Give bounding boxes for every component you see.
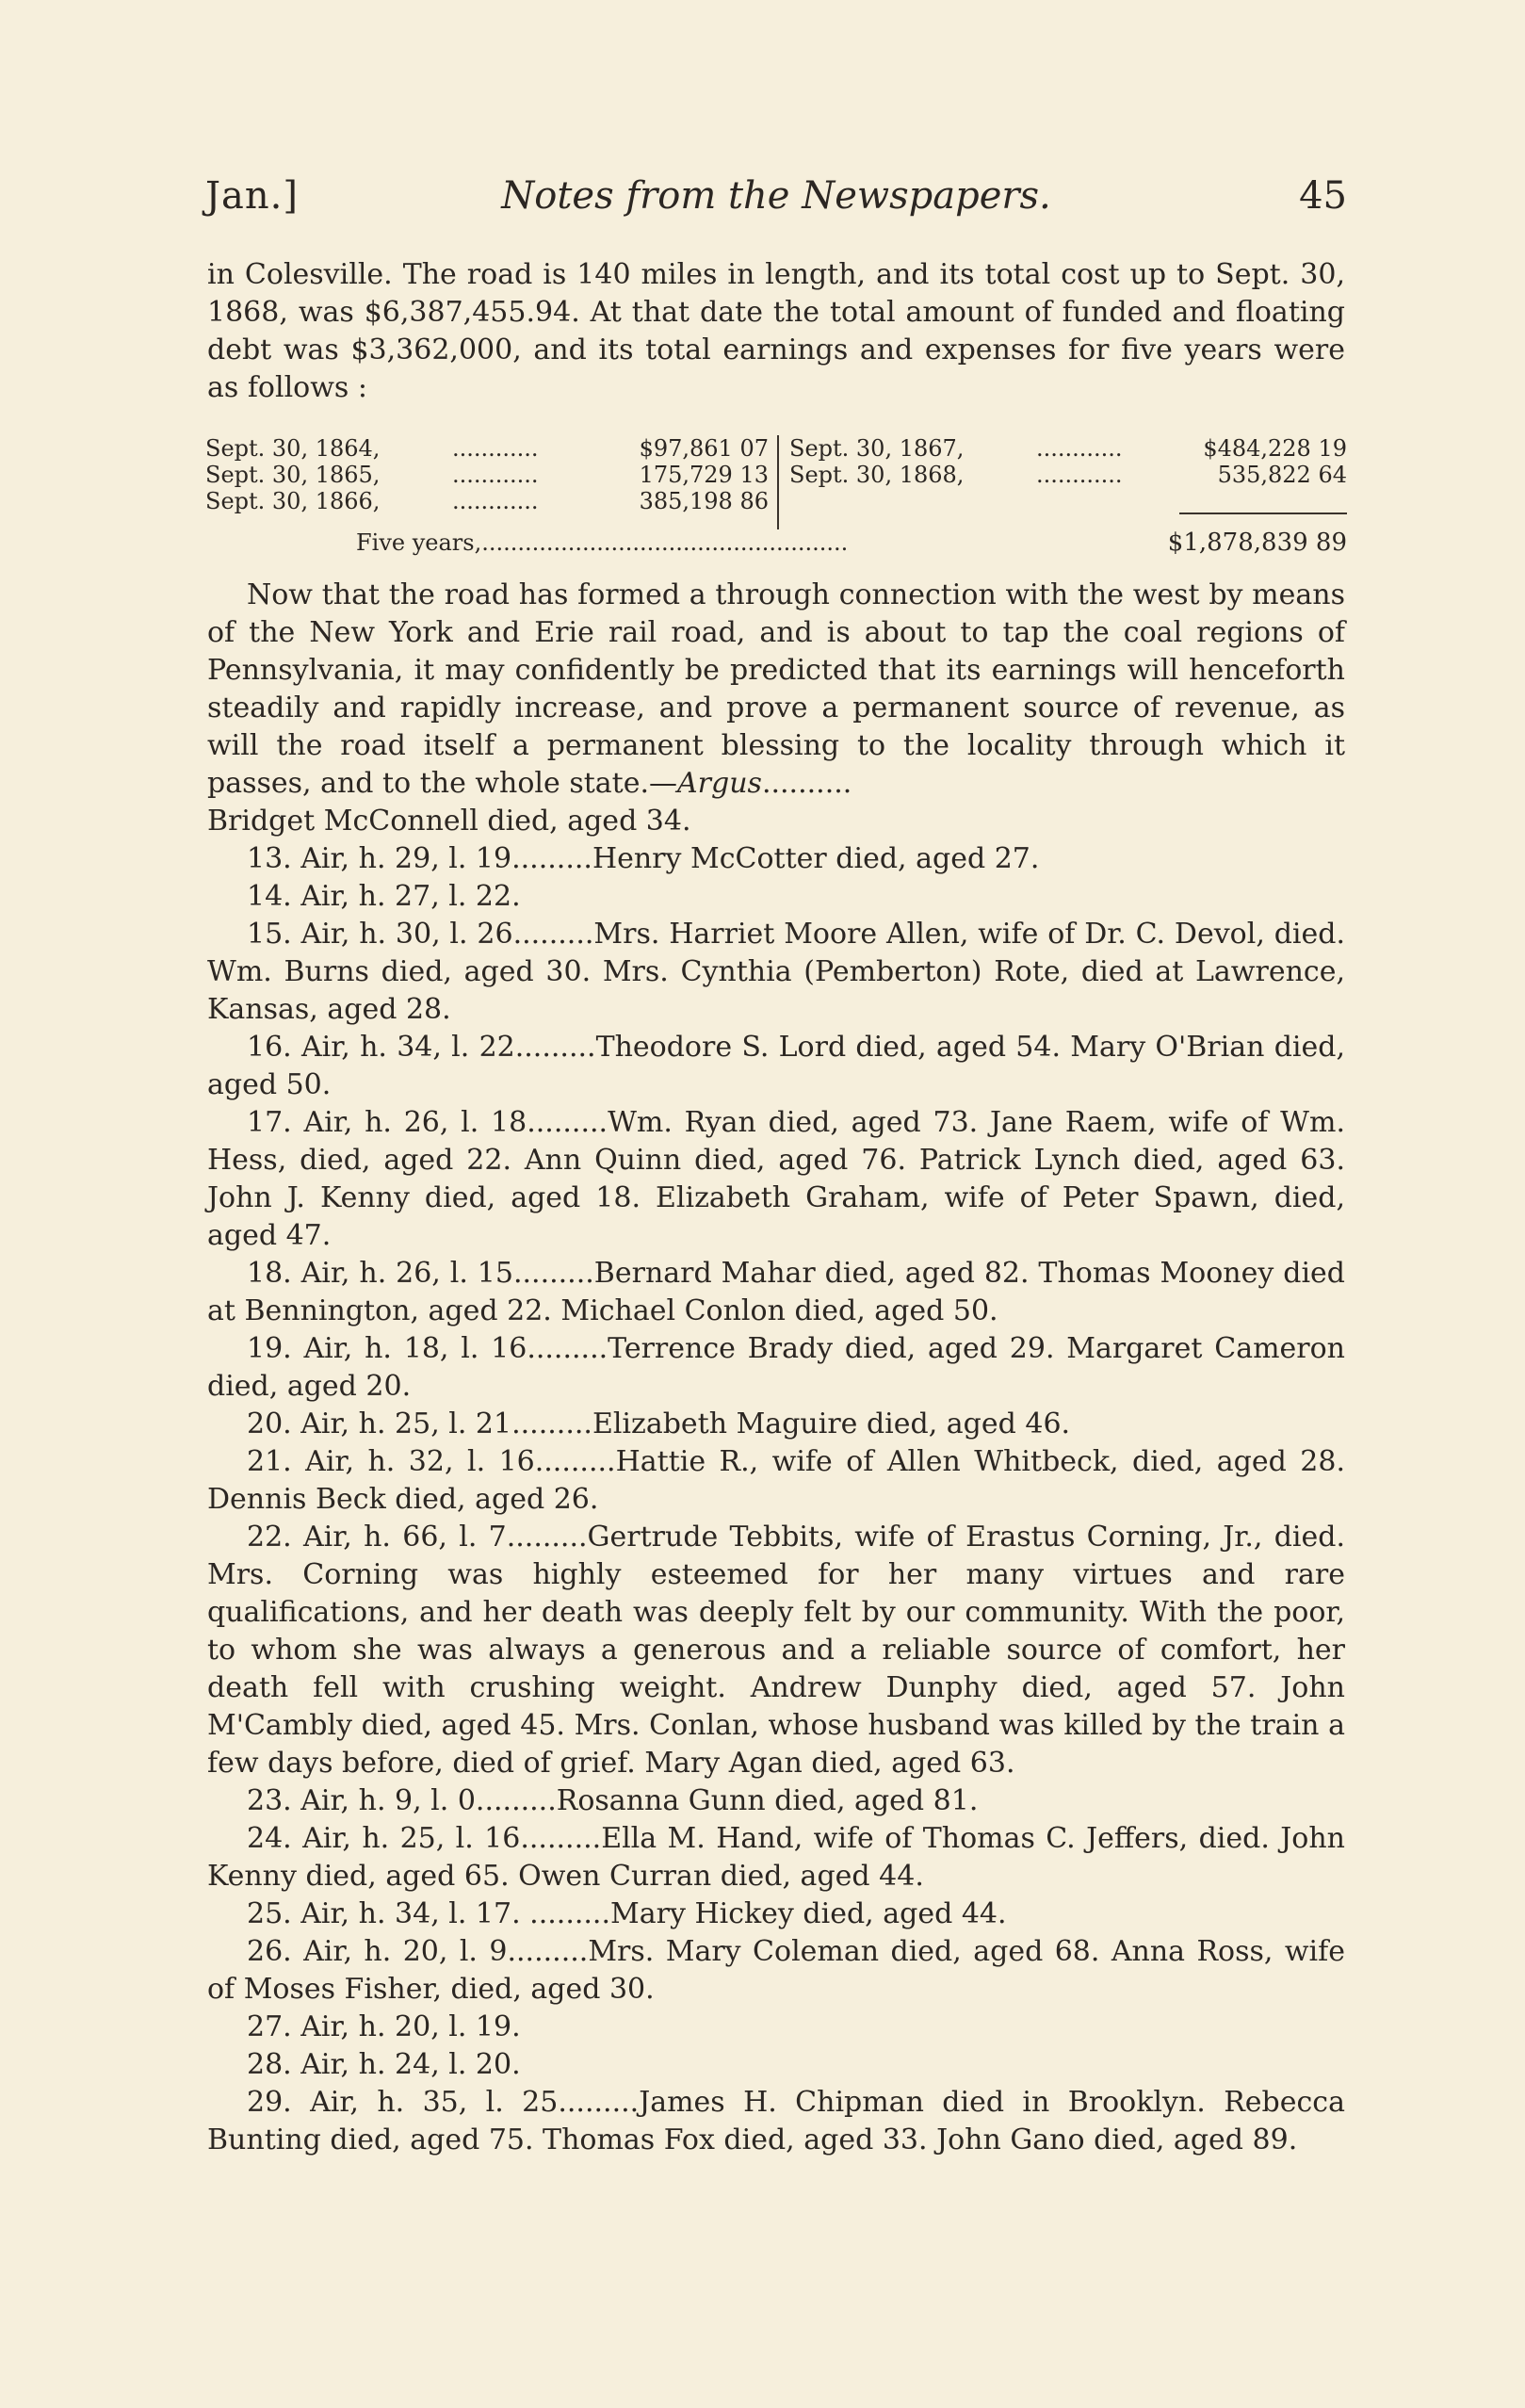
day-entry (207, 1895, 1345, 1933)
argus-text: Now that the road has formed a through connection with the west by means of the New York and Erie rail road, and is about to tap the coal regions of Pennsylvania, it may confidently be predicted that its earnings will henceforth steadily and rapidly increase, and prove a permanent source of revenue, as will the road itself a permanent blessing to the locality through which it passes, and to the whole state.— (207, 578, 1345, 800)
entry-text: Gertrude Tebbits, wife of Erastus Corning, Jr., died. Mrs. Corning was highly esteemed for her many virtues and rare qualifications, and her death was deeply felt by our community. With the poor, to whom she was always a generous and a reliable source of comfort, her death fell with crushing weight. Andrew Dunphy died, aged 57. John M'Cambly died, aged 45. Mrs. Conlan, whose husband was killed by the train a few days before, died of grief. Mary Agan died, aged 63. (207, 1521, 1345, 1780)
earnings-row (205, 435, 769, 462)
weather-record: 18. Air, h. 26, l. 15......... (247, 1257, 594, 1290)
earnings-row (789, 435, 1347, 462)
weather-record: 19. Air, h. 18, l. 16......... (247, 1332, 608, 1365)
earnings-amount: 385,198 86 (639, 488, 769, 514)
entry-text: Terrence Brady died, aged 29. Margaret Cameron died, aged 20. (207, 1332, 1346, 1403)
earnings-row (205, 488, 769, 514)
weather-record: 17. Air, h. 26, l. 18......... (247, 1106, 608, 1139)
weather-record: 20. Air, h. 25, l. 21......... (247, 1407, 592, 1440)
day-entry (207, 1029, 1345, 1104)
carryover-entry: Bridget McConnell died, aged 34. (207, 805, 691, 838)
weather-record: 13. Air, h. 29, l. 19......... (247, 842, 592, 875)
day-entry (207, 1443, 1345, 1519)
leader-dots: ............ (1036, 462, 1123, 488)
leader-dots: .......... (761, 767, 852, 800)
main-text (207, 577, 1345, 2159)
day-entry (207, 1406, 1345, 1443)
entry-text: Elizabeth Maguire died, aged 46. (592, 1407, 1071, 1440)
earnings-amount: 175,729 13 (639, 462, 769, 488)
weather-record: 14. Air, h. 27, l. 22. (247, 880, 521, 913)
entry-text: Ella M. Hand, wife of Thomas C. Jeffers, died. John Kenny died, aged 65. Owen Curran died, aged 44. (207, 1822, 1345, 1893)
argus-paragraph (207, 577, 1345, 803)
earnings-row (789, 462, 1347, 488)
entry-text: Mary Hickey died, aged 44. (610, 1897, 1007, 1930)
day-entry (207, 840, 1345, 878)
day-entry (207, 1330, 1345, 1406)
entry-text: Mrs. Mary Coleman died, aged 68. Anna Ross, wife of Moses Fisher, died, aged 30. (207, 1935, 1345, 2006)
day-entry (207, 1820, 1345, 1895)
earnings-amount: 535,822 64 (1217, 462, 1347, 488)
day-entry (207, 2046, 1345, 2084)
intro-block (207, 256, 1345, 407)
weather-record: 28. Air, h. 24, l. 20. (247, 2048, 521, 2081)
leader-dots: ............ (452, 435, 539, 462)
entry-text: Wm. Ryan died, aged 73. Jane Raem, wife of Wm. Hess, died, aged 22. Ann Quinn died, aged 76. Patrick Lynch died, aged 63. John J. Kenny died, aged 18. Elizabeth Graham, wife of Peter Spawn, died, aged 47. (207, 1106, 1345, 1252)
earnings-date: Sept. 30, 1864, (205, 435, 381, 462)
header-month: Jan.] (205, 174, 299, 218)
entry-text: James H. Chipman died in Brooklyn. Rebecca Bunting died, aged 75. Thomas Fox died, aged 33. John Gano died, aged 89. (207, 2086, 1345, 2156)
running-header (205, 168, 1347, 224)
weather-record: 26. Air, h. 20, l. 9......... (247, 1935, 589, 1968)
day-entry (207, 1255, 1345, 1330)
entry-text: Mrs. Harriet Moore Allen, wife of Dr. C. Devol, died. Wm. Burns died, aged 30. Mrs. Cynthia (Pemberton) Rote, died at Lawrence, Kansas, aged 28. (207, 918, 1345, 1026)
page-title: Notes from the Newspapers. (501, 174, 1051, 218)
page-number: 45 (1299, 174, 1347, 218)
leader-dots: ............ (452, 462, 539, 488)
intro-paragraph: in Colesville. The road is 140 miles in length, and its total cost up to Sept. 30, 1868, was $6,387,455.94. At that date the total amount of funded and floating debt was $3,362,000, and its total earnings and expenses for five years were as follows : (207, 258, 1345, 404)
earnings-date: Sept. 30, 1868, (789, 462, 965, 488)
leader-dots: ................................................... (481, 529, 849, 556)
sum-rule (1179, 513, 1347, 514)
earnings-amount: $484,228 19 (1203, 435, 1347, 462)
total-amount: $1,878,839 89 (1167, 529, 1347, 557)
day-entry (207, 1104, 1345, 1255)
entry-text: Hattie R., wife of Allen Whitbeck, died, aged 28. Dennis Beck died, aged 26. (207, 1445, 1345, 1516)
entry-text: Bernard Mahar died, aged 82. Thomas Mooney died at Bennington, aged 22. Michael Conlon died, aged 50. (207, 1257, 1345, 1327)
earnings-row (205, 462, 769, 488)
weather-record: 22. Air, h. 66, l. 7......... (247, 1521, 588, 1554)
weather-record: 15. Air, h. 30, l. 26......... (247, 918, 594, 951)
total-label: Five years, (356, 529, 482, 556)
weather-record: 27. Air, h. 20, l. 19. (247, 2010, 521, 2043)
day-entry (207, 1519, 1345, 1782)
entry-text: Rosanna Gunn died, aged 81. (556, 1784, 979, 1817)
day-entry (207, 1933, 1345, 2009)
entry-text: Theodore S. Lord died, aged 54. Mary O'Brian died, aged 50. (207, 1031, 1346, 1101)
weather-record: 16. Air, h. 34, l. 22......... (247, 1031, 596, 1064)
earnings-date: Sept. 30, 1867, (789, 435, 965, 462)
argus-source: Argus (677, 767, 762, 800)
leader-dots: ............ (452, 488, 539, 514)
earnings-date: Sept. 30, 1865, (205, 462, 381, 488)
earnings-table (205, 435, 1347, 558)
column-divider (777, 435, 779, 529)
earnings-amount: $97,861 07 (639, 435, 769, 462)
leader-dots: ............ (1036, 435, 1123, 462)
weather-record: 21. Air, h. 32, l. 16......... (247, 1445, 616, 1478)
earnings-total-row (356, 529, 1347, 557)
weather-record: 29. Air, h. 35, l. 25......... (247, 2086, 640, 2119)
day-entry (207, 2084, 1345, 2159)
day-entry (207, 878, 1345, 916)
weather-record: 24. Air, h. 25, l. 16......... (247, 1822, 602, 1855)
day-entry (207, 916, 1345, 1029)
day-entry (207, 2009, 1345, 2046)
entry-text: Henry McCotter died, aged 27. (592, 842, 1040, 875)
weather-record: 23. Air, h. 9, l. 0......... (247, 1784, 557, 1817)
day-entry (207, 1782, 1345, 1820)
weather-record: 25. Air, h. 34, l. 17. ......... (247, 1897, 611, 1930)
earnings-date: Sept. 30, 1866, (205, 488, 381, 514)
